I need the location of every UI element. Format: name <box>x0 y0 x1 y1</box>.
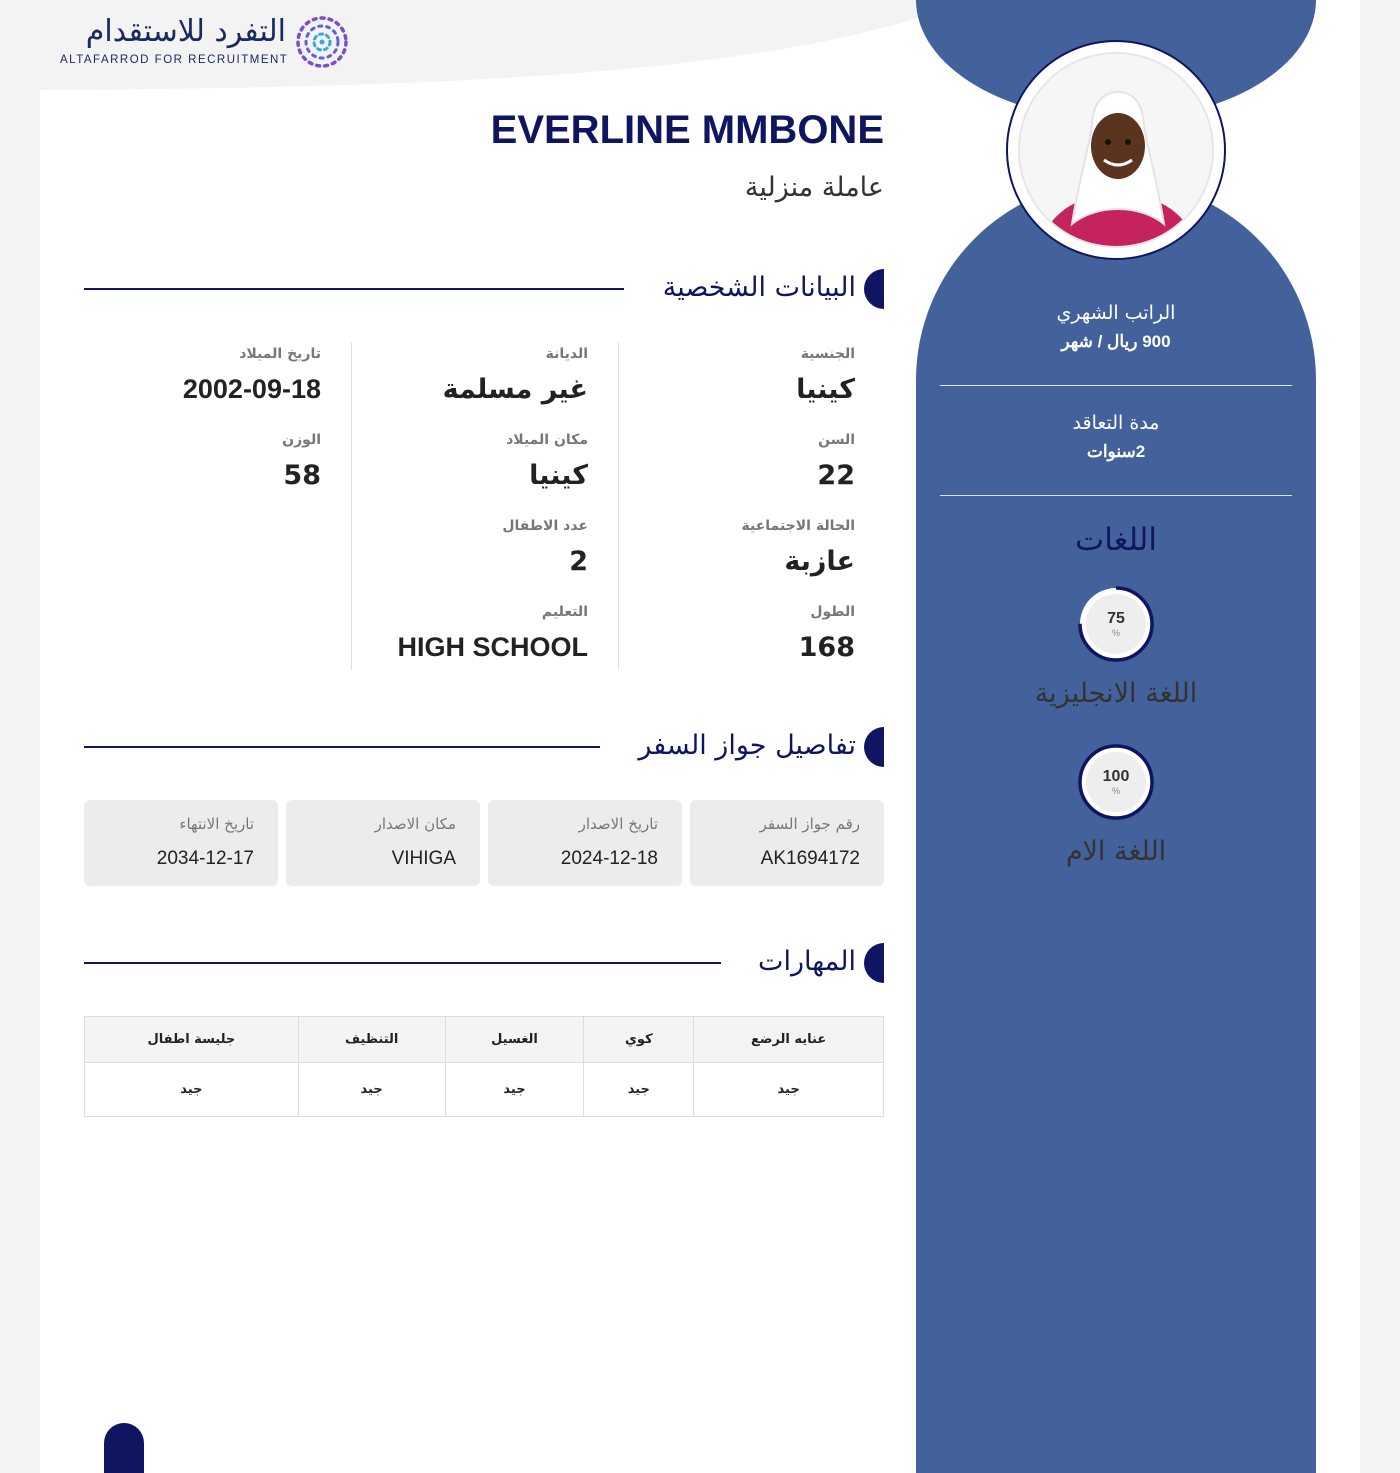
gauge-unit: % <box>1111 628 1120 638</box>
field-label: عدد الاطفال <box>502 518 588 534</box>
card-value: VIHIGA <box>391 848 456 869</box>
field-label: الطول <box>810 604 855 620</box>
section-rule <box>84 962 721 964</box>
field-label: الحالة الاجتماعية <box>741 518 855 534</box>
table-header-cell: كوي <box>584 1017 694 1063</box>
field-value: غير مسلمة <box>442 374 588 405</box>
field-education <box>397 604 588 663</box>
column-divider <box>618 342 619 670</box>
sidebar-divider <box>940 385 1292 386</box>
dotted-circle-logo-icon <box>294 14 350 70</box>
table-header-row <box>85 1017 884 1063</box>
sidebar-divider <box>940 495 1292 496</box>
personal-column-3 <box>84 342 351 670</box>
logo-arabic-text: التفرد للاستقدام <box>85 14 286 49</box>
field-weight <box>282 432 321 491</box>
table-cell: جيد <box>298 1063 445 1117</box>
salary-block <box>940 302 1292 352</box>
table-cell: جيد <box>85 1063 299 1117</box>
table-cell: جيد <box>445 1063 584 1117</box>
footer-tab <box>104 1423 144 1473</box>
language-name: اللغة الام <box>1065 836 1167 867</box>
section-tab <box>864 943 884 983</box>
section-header-passport <box>84 727 884 767</box>
language-gauge-native <box>1076 742 1156 822</box>
field-value: كينيا <box>529 460 588 491</box>
sidebar-panel <box>916 0 1316 1473</box>
salary-label: الراتب الشهري <box>1056 302 1176 324</box>
table-header-cell: جليسة اطفال <box>85 1017 299 1063</box>
field-value: 2002-09-18 <box>182 374 321 404</box>
languages-title: اللغات <box>1075 522 1157 558</box>
field-height <box>799 604 855 663</box>
card-value: 2024-12-18 <box>560 848 658 869</box>
logo-english-text: ALTAFARROD FOR RECRUITMENT <box>60 54 289 66</box>
card-label: تاريخ الانتهاء <box>179 815 254 833</box>
section-title: المهارات <box>758 946 856 977</box>
skills-table <box>84 1016 884 1117</box>
field-label: السن <box>818 432 855 448</box>
personal-column-1 <box>618 342 885 670</box>
candidate-role: عاملة منزلية <box>744 172 884 203</box>
salary-value: 900 ريال / شهر <box>1061 332 1171 351</box>
field-children <box>502 518 588 577</box>
personal-column-2 <box>351 342 618 670</box>
field-label: التعليم <box>541 604 588 620</box>
field-value: كينيا <box>796 374 855 405</box>
gauge-value: 100 <box>1102 768 1130 785</box>
table-row <box>85 1063 884 1117</box>
contract-value: 2سنوات <box>1086 442 1146 461</box>
company-logo <box>60 14 350 74</box>
field-religion <box>443 346 588 405</box>
field-birth-date <box>183 346 321 405</box>
field-value: HIGH SCHOOL <box>397 632 588 662</box>
card-label: مكان الاصدار <box>374 815 456 833</box>
section-title: تفاصيل جواز السفر <box>638 730 856 761</box>
field-marital-status <box>742 518 855 577</box>
field-label: الجنسية <box>800 346 855 362</box>
field-age <box>817 432 855 491</box>
field-label: الوزن <box>282 432 321 448</box>
field-label: الديانة <box>545 346 588 362</box>
passport-number-card <box>690 800 884 886</box>
language-name: اللغة الانجليزية <box>1034 678 1198 709</box>
contract-block <box>940 412 1292 462</box>
passport-expiry-date-card <box>84 800 278 886</box>
card-label: تاريخ الاصدار <box>578 815 658 833</box>
card-value: 2034-12-17 <box>156 848 254 869</box>
passport-issue-place-card <box>286 800 480 886</box>
section-rule <box>84 746 600 748</box>
card-value: AK1694172 <box>760 848 860 869</box>
section-title: البيانات الشخصية <box>662 272 856 303</box>
column-divider <box>351 342 352 670</box>
section-header-personal <box>84 269 884 309</box>
contract-label: مدة التعاقد <box>1072 412 1160 434</box>
candidate-photo <box>1018 52 1214 248</box>
portrait-illustration <box>1020 54 1214 248</box>
card-label: رقم جواز السفر <box>759 815 860 833</box>
section-rule <box>84 288 624 290</box>
section-tab <box>864 727 884 767</box>
avatar <box>1006 40 1226 260</box>
section-tab <box>864 269 884 309</box>
table-header-cell: عنايه الرضع <box>694 1017 884 1063</box>
table-header-cell: الغسيل <box>445 1017 584 1063</box>
table-cell: جيد <box>694 1063 884 1117</box>
field-value: 22 <box>817 460 855 491</box>
field-birthplace <box>506 432 588 491</box>
field-nationality <box>796 346 855 405</box>
field-value: 168 <box>798 632 855 663</box>
gauge-unit: % <box>1111 786 1120 796</box>
language-gauge-english <box>1076 584 1156 664</box>
table-cell: جيد <box>584 1063 694 1117</box>
field-label: تاريخ الميلاد <box>239 346 321 362</box>
field-value: 2 <box>569 546 588 577</box>
section-header-skills <box>84 943 884 983</box>
field-label: مكان الميلاد <box>506 432 588 448</box>
field-value: عازبة <box>784 546 855 577</box>
gauge-value: 75 <box>1107 610 1125 627</box>
table-header-cell: التنظيف <box>298 1017 445 1063</box>
passport-issue-date-card <box>488 800 682 886</box>
candidate-name: EVERLINE MMBONE <box>490 108 884 152</box>
field-value: 58 <box>283 460 321 491</box>
